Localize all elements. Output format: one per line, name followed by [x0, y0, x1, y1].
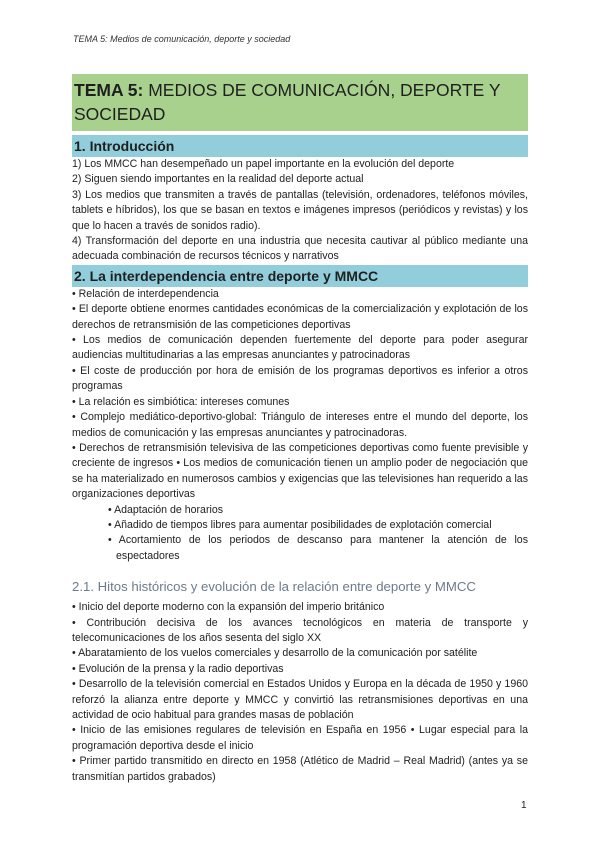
bullet-paragraph: • El deporte obtiene enormes cantidades económicas de la comercialización y explotación de los derechos de retransmisión de las competiciones deportivas	[72, 303, 528, 331]
document-body	[72, 74, 528, 785]
section-heading-introduccion: 1. Introducción	[72, 135, 528, 157]
sub-bullet-item: • Adaptación de horarios	[108, 503, 224, 516]
section-hitos	[72, 600, 528, 785]
page-number: 1	[521, 800, 527, 811]
bullet-paragraph: • Primer partido transmitido en directo en 1958 (Atlético de Madrid – Real Madrid) (antes ya se transmitían partidos grabados)	[72, 755, 528, 783]
sub-bullet-item: • Acortamiento de los periodos de descanso para mantener la atención de los espectadores	[108, 534, 528, 562]
sub-bullet-item: • Añadido de tiempos libres para aumentar posibilidades de explotación comercial	[108, 518, 492, 531]
section-interdependencia	[72, 287, 528, 564]
title-text: MEDIOS DE COMUNICACIÓN, DEPORTE Y SOCIEDAD	[74, 80, 501, 124]
bullet-paragraph: • El coste de producción por hora de emisión de los programas deportivos es inferior a otros programas	[72, 364, 528, 393]
paragraph: 1) Los MMCC han desempeñado un papel importante en la evolución del deporte	[72, 158, 455, 170]
paragraph: 4) Transformación del deporte en una industria que necesita cautivar al público mediante una adecuada combinación de recursos técnicos y narrativos	[72, 235, 528, 263]
subsection-heading-hitos: 2.1. Hitos históricos y evolución de la relación entre deporte y MMCC	[72, 579, 476, 595]
bullet-paragraph: • Derechos de retransmisión televisiva de las competiciones deportivas como fuente previsible y creciente de ingresos • Los medios de comunicación tienen un amplio poder de negociación que se ha materializado en numerosos cambios y exigencias que las televisiones han requerido a las organizaciones deportivas	[72, 441, 528, 501]
bullet-paragraph: • Desarrollo de la televisión comercial en Estados Unidos y Europa en la década de 1950 y 1960 reforzó la alianza entre deporte y MMCC y convirtió las retransmisiones deportivas en una actividad de ocio habitual para grandes masas de población	[72, 678, 528, 721]
bullet-paragraph: • Inicio del deporte moderno con la expansión del imperio británico	[72, 601, 385, 614]
bullet-paragraph: • Relación de interdependencia	[72, 287, 219, 300]
paragraph: 3) Los medios que transmiten a través de pantallas (televisión, ordenadores, teléfonos móviles, tablets e híbridos), los que se basan en textos e imágenes impresos (periódicos y revistas) y los que lo hacen a través de sonidos radio).	[72, 188, 528, 232]
title-prefix: TEMA 5:	[74, 80, 144, 100]
bullet-paragraph: • La relación es simbiótica: intereses comunes	[72, 395, 290, 408]
bullet-paragraph: • Los medios de comunicación dependen fuertemente del deporte para poder asegurar audiencias multitudinarias a las empresas anunciantes y patrocinadoras	[72, 334, 528, 362]
bullet-paragraph: • Inicio de las emisiones regulares de televisión en España en 1956 • Lugar especial para la programación deportiva desde el inicio	[72, 724, 528, 752]
bullet-paragraph: • Complejo mediático-deportivo-global: Triángulo de intereses entre el mundo del deporte, los medios de comunicación y las empresas anunciantes y patrocinadoras.	[72, 411, 528, 439]
bullet-paragraph: • Contribución decisiva de los avances tecnológicos en materia de transporte y telecomunicaciones de los años sesenta del siglo XX	[72, 616, 528, 644]
bullet-paragraph: • Abaratamiento de los vuelos comerciales y desarrollo de la comunicación por satélite	[72, 647, 478, 660]
sub-bullet-list	[108, 503, 528, 565]
section-introduccion	[72, 157, 528, 265]
section-heading-interdependencia: 2. La interdependencia entre deporte y MMCC	[72, 265, 528, 287]
paragraph: 2) Siguen siendo importantes en la realidad del deporte actual	[72, 173, 364, 186]
running-header: TEMA 5: Medios de comunicación, deporte y sociedad	[73, 34, 291, 44]
document-title	[72, 74, 528, 131]
bullet-paragraph: • Evolución de la prensa y la radio deportivas	[72, 662, 284, 675]
